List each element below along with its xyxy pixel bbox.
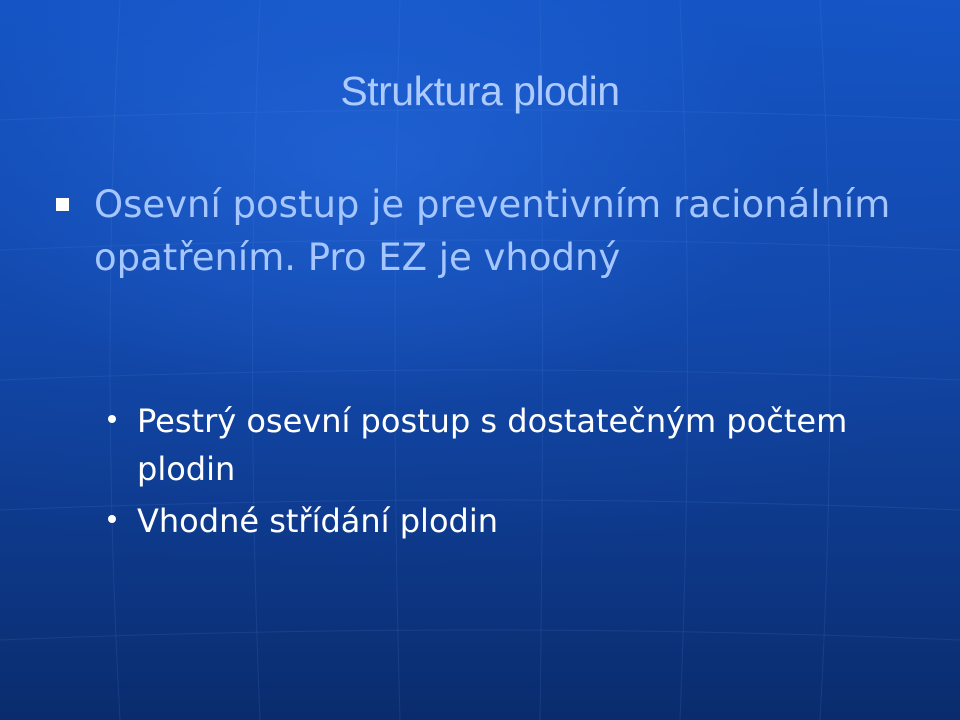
bullet-text: Osevní postup je preventivním racionálním opatřením. Pro EZ je vhodný [94, 183, 891, 279]
round-bullet-icon [108, 415, 116, 423]
sub-bullet-text: Vhodné střídání plodin [137, 502, 498, 540]
sub-bullet-text: Pestrý osevní postup s dostatečným počtem plodin [137, 402, 848, 488]
square-bullet-icon [56, 198, 69, 211]
slide-title: Struktura plodin [340, 68, 620, 114]
round-bullet-icon [108, 515, 116, 523]
